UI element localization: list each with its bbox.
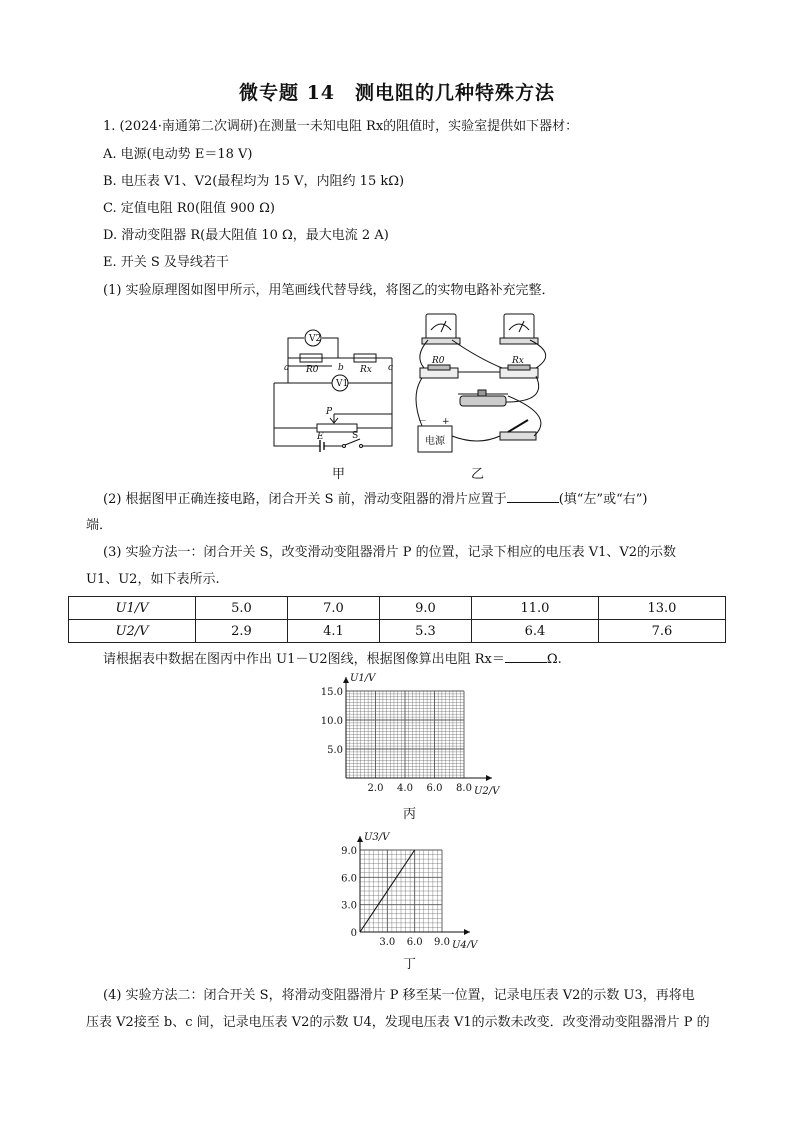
part2-text-a: (2) 根据图甲正确连接电路，闭合开关 S 前，滑动变阻器的滑片应置于 (103, 492, 507, 507)
table-row-header: U2/V (69, 620, 196, 643)
battery-e-label: E (317, 432, 324, 442)
answer-blank-slider[interactable] (507, 490, 559, 503)
part3-text-b: U1、U2，如下表所示. (86, 572, 220, 587)
part4-text-a: (4) 实验方法二：闭合开关 S，将滑动变阻器滑片 P 移至某一位置，记录电压表 V2的示数 U3，再将电 (103, 988, 695, 1003)
option-a: A. 电源(电动势 E＝18 V) (103, 147, 253, 162)
table-cell: 5.3 (379, 620, 471, 643)
v2-label: V2 (309, 334, 322, 344)
option-b: B. 电压表 V1、V2(最程均为 15 V，内阻约 15 kΩ) (103, 174, 405, 189)
y-tick-label: 6.0 (341, 873, 357, 885)
rx-board-label: Rx (512, 356, 524, 366)
node-b-label: b (338, 363, 344, 373)
apparatus-figure-yi (408, 306, 560, 464)
y-tick-label: 15.0 (320, 687, 343, 698)
part3-text-c-main: 请根据表中数据在图丙中作出 U1－U2图线，根据图像算出电阻 Rx＝ (103, 652, 505, 667)
x-tick-label: 3.0 (379, 937, 396, 948)
x-tick-label: 8.0 (456, 783, 472, 794)
y-tick-label: 3.0 (341, 900, 357, 912)
page-title: 微专题 14 测电阻的几种特殊方法 (238, 82, 556, 104)
table-cell: 7.0 (287, 597, 379, 620)
table-cell: 11.0 (471, 597, 598, 620)
y-tick-label: 9.0 (341, 846, 357, 857)
answer-blank-rx[interactable] (505, 650, 547, 663)
circuit-diagram-jia (262, 318, 412, 478)
v1-label: V1 (336, 379, 349, 389)
part2-text-b: (填“左”或“右”) (558, 492, 648, 507)
part4-text-b: 压表 V2接至 b、c 间，记录电压表 V2的示数 U4，发现电压表 V1的示数未改变．改变滑动变阻器滑片 P 的 (86, 1015, 710, 1030)
power-source-label: 电源 (425, 436, 445, 447)
table-cell: 2.9 (196, 620, 288, 643)
part3-text-d: Ω. (546, 652, 562, 667)
table-cell: 6.4 (471, 620, 598, 643)
x-tick-label: 9.0 (434, 937, 450, 948)
x-axis-label: U4/V (452, 940, 478, 948)
data-table (68, 596, 726, 643)
slider-p-label: P (326, 407, 333, 417)
part2-text (103, 490, 647, 509)
y-tick-label: 5.0 (327, 745, 343, 756)
part1-text: (1) 实验原理图如图甲所示，用笔画线代替导线，将图乙的实物电路补充完整． (103, 283, 555, 298)
option-c: C. 定值电阻 R0(阻值 900 Ω) (103, 201, 275, 216)
y-axis-arrow (343, 677, 349, 683)
x-tick-label: 6.0 (426, 783, 443, 794)
table-row-header: U1/V (69, 597, 196, 620)
r0-label: R0 (306, 365, 319, 375)
part3-text-a: (3) 实验方法一：闭合开关 S，改变滑动变阻器滑片 P 的位置，记录下相应的电压表 V1、V2的示数 (103, 545, 677, 560)
x-tick-label: 2.0 (367, 783, 384, 794)
y-axis-label: U1/V (350, 673, 376, 684)
y-tick-label: 10.0 (320, 716, 343, 727)
chart-ding (330, 826, 490, 948)
node-a-label: a (284, 363, 290, 373)
question-intro: 1. (2024·南通第二次调研)在测量一未知电阻 Rx的阻值时，实验室提供如下器材： (103, 119, 579, 134)
part3-text-c (103, 650, 562, 669)
rx-label: Rx (360, 365, 372, 375)
switch-s-label: S (352, 431, 359, 441)
table-row (69, 620, 726, 643)
y-axis-label: U3/V (364, 832, 390, 843)
chart-ding-caption: 丁 (403, 957, 417, 972)
figure-jia-caption: 甲 (332, 467, 346, 482)
table-cell: 4.1 (287, 620, 379, 643)
x-axis-arrow (486, 775, 492, 781)
y-axis-arrow (357, 836, 363, 842)
option-d: D. 滑动变阻器 R(最大阻值 10 Ω，最大电流 2 A) (103, 228, 389, 243)
plus-terminal-label: + (442, 417, 450, 427)
chart-bing-caption: 丙 (403, 807, 417, 822)
table-cell: 7.6 (598, 620, 725, 643)
x-axis-label: U2/V (474, 786, 500, 797)
x-axis-arrow (464, 929, 470, 935)
table-cell: 13.0 (598, 597, 725, 620)
table-cell: 9.0 (379, 597, 471, 620)
x-tick-label: 4.0 (397, 783, 413, 794)
part2-text-end: 端． (86, 518, 113, 533)
r0-board-label: R0 (432, 356, 445, 366)
table-row (69, 597, 726, 620)
origin-label: 0 (350, 928, 357, 939)
node-c-label: c (388, 363, 394, 373)
table-cell: 5.0 (196, 597, 288, 620)
figure-yi-caption: 乙 (471, 467, 485, 482)
x-tick-label: 6.0 (406, 937, 423, 948)
chart-bing (310, 670, 530, 800)
option-e: E. 开关 S 及导线若干 (103, 255, 229, 270)
minus-terminal-label: － (418, 417, 428, 427)
